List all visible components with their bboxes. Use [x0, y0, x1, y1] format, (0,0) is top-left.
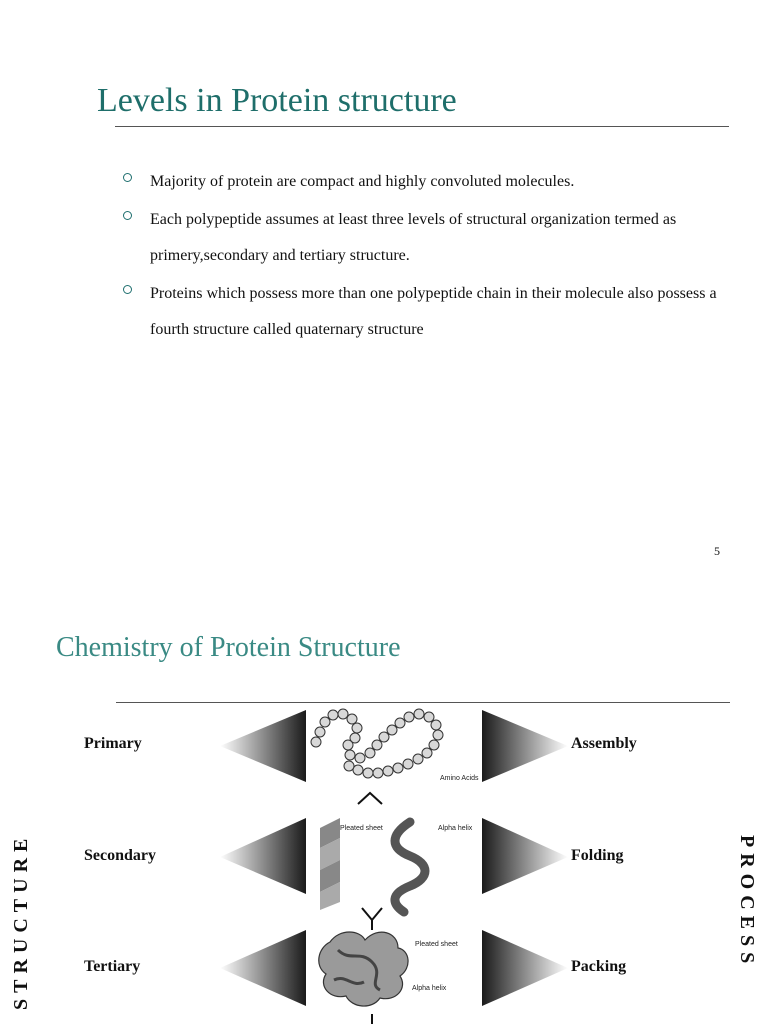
right-arrow-packing — [482, 930, 568, 1006]
left-arrow-tertiary — [220, 930, 306, 1006]
alpha-helix-label: Alpha helix — [438, 825, 473, 832]
process-label-assembly: Assembly — [571, 735, 637, 752]
process-vertical-label: PROCESS — [736, 835, 758, 970]
amino-acids-label: Amino Acids — [440, 775, 479, 782]
right-arrow-assembly — [482, 710, 568, 782]
process-label-packing: Packing — [571, 958, 627, 975]
bullet-icon — [123, 211, 132, 220]
bullet-list — [120, 164, 740, 350]
tertiary-structure-image — [319, 932, 408, 1006]
slide-title: Chemistry of Protein Structure — [56, 632, 401, 663]
alpha-helix-image — [395, 822, 425, 912]
bullet-item: Each polypeptide assumes at least three levels of structural organization termed as primery,secondary and tertiary structure. — [120, 202, 740, 274]
bullet-icon — [123, 285, 132, 294]
bullet-item: Proteins which possess more than one polypeptide chain in their molecule also possess a fourth structure called quaternary structure — [120, 276, 740, 348]
process-label-folding: Folding — [571, 847, 624, 864]
bullet-item: Majority of protein are compact and highly convoluted molecules. — [120, 164, 740, 200]
title-divider — [115, 126, 729, 127]
level-label-tertiary: Tertiary — [84, 958, 141, 975]
level-label-primary: Primary — [84, 735, 142, 752]
right-arrow-folding — [482, 818, 568, 894]
level-label-secondary: Secondary — [84, 847, 156, 864]
amino-acid-chain-image — [311, 709, 443, 778]
pleated-sheet-label-2: Pleated sheet — [415, 941, 458, 948]
bullet-icon — [123, 173, 132, 182]
caret-icon — [358, 793, 382, 804]
pleated-sheet-label: Pleated sheet — [340, 825, 383, 832]
slide-title: Levels in Protein structure — [97, 82, 457, 119]
slide-chemistry — [0, 590, 768, 1024]
left-arrow-secondary — [220, 818, 306, 894]
merge-icon — [362, 908, 382, 920]
page-number: 5 — [714, 544, 720, 558]
left-arrow-primary — [220, 710, 306, 782]
structure-vertical-label: STRUCTURE — [10, 832, 32, 1010]
pleated-sheet-image — [320, 818, 340, 910]
alpha-helix-label-2: Alpha helix — [412, 985, 447, 992]
